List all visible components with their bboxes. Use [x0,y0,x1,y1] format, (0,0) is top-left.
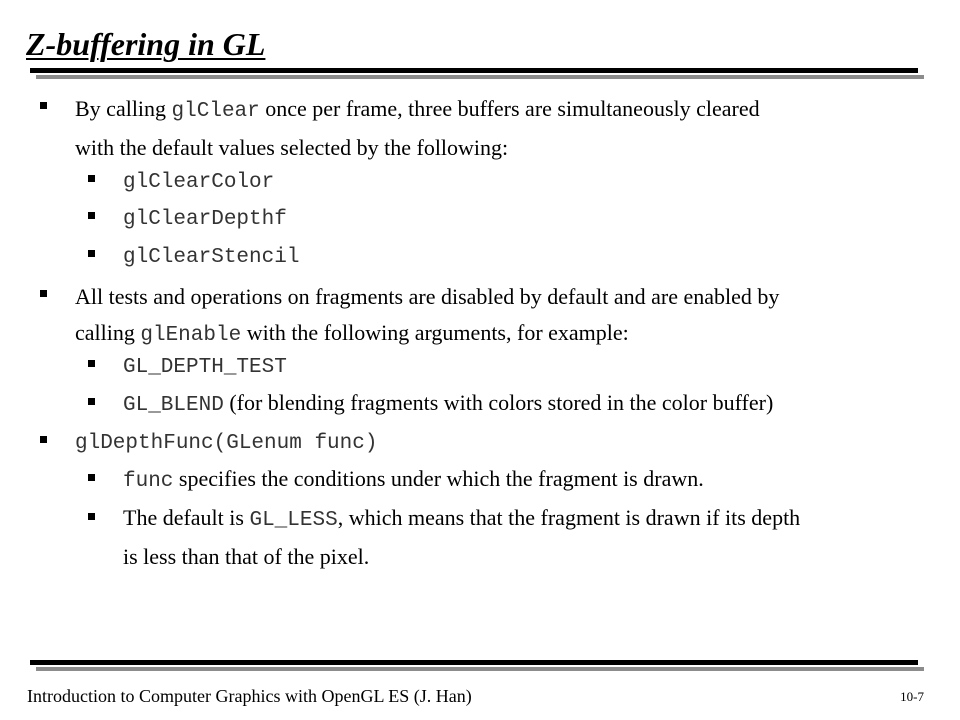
sub-bullet-glclearcolor [123,162,949,201]
sub-bullet-func [123,461,949,500]
code-glclear: glClear [171,100,260,123]
bullet-square [40,102,47,109]
bullet-text: with the following arguments, for example: [241,320,629,345]
bullet-gldepthfunc [75,423,941,462]
code-func: func [123,470,174,493]
bullet-text: All tests and operations on fragments are disabled by default and are enabled by [75,284,780,309]
bullet-square [88,360,95,367]
bullet-text: (for blending fragments with colors stored in the color buffer) [223,390,774,415]
bullet-glenable [75,279,941,354]
footer-course-title: Introduction to Computer Graphics with OpenGL ES (J. Han) [27,686,472,706]
bullet-text: The default is [123,505,250,530]
sub-bullet-glclearstencil [123,237,949,276]
sub-bullet-depth-test [123,347,949,386]
bullet-square [88,175,95,182]
bullet-square [40,290,47,297]
page-number: 10-7 [900,689,924,704]
bullet-square [88,398,95,405]
bullet-text: with the default values selected by the following: [75,135,509,160]
bullet-glclear [75,91,941,166]
footer-rule [30,660,918,665]
code-glcleardepthf: glClearDepthf [123,208,287,231]
bullet-square [88,212,95,219]
bullet-text: calling [75,320,141,345]
bullet-square [88,474,95,481]
bullet-text: specifies the conditions under which the fragment is drawn. [173,466,704,491]
slide-title: Z-buffering in GL [26,26,266,62]
bullet-square [88,250,95,257]
sub-bullet-glcleardepthf [123,199,949,238]
code-glclearcolor: glClearColor [123,171,275,194]
bullet-text: By calling [75,96,172,121]
sub-bullet-blend [123,385,949,424]
footer-rule-shadow [36,667,924,671]
sub-bullet-gl-less [123,500,949,575]
code-gl-less: GL_LESS [249,509,338,532]
bullet-square [88,513,95,520]
code-gldepthfunc: glDepthFunc(GLenum func) [75,432,378,455]
code-glenable: glEnable [140,324,242,347]
bullet-text: , which means that the fragment is drawn if its depth [337,505,801,530]
bullet-text: is less than that of the pixel. [123,544,370,569]
code-gl-depth-test: GL_DEPTH_TEST [123,356,287,379]
bullet-square [40,436,47,443]
code-gl-blend: GL_BLEND [123,394,224,417]
code-glclearstencil: glClearStencil [123,246,300,269]
bullet-text: once per frame, three buffers are simultaneously cleared [259,96,760,121]
